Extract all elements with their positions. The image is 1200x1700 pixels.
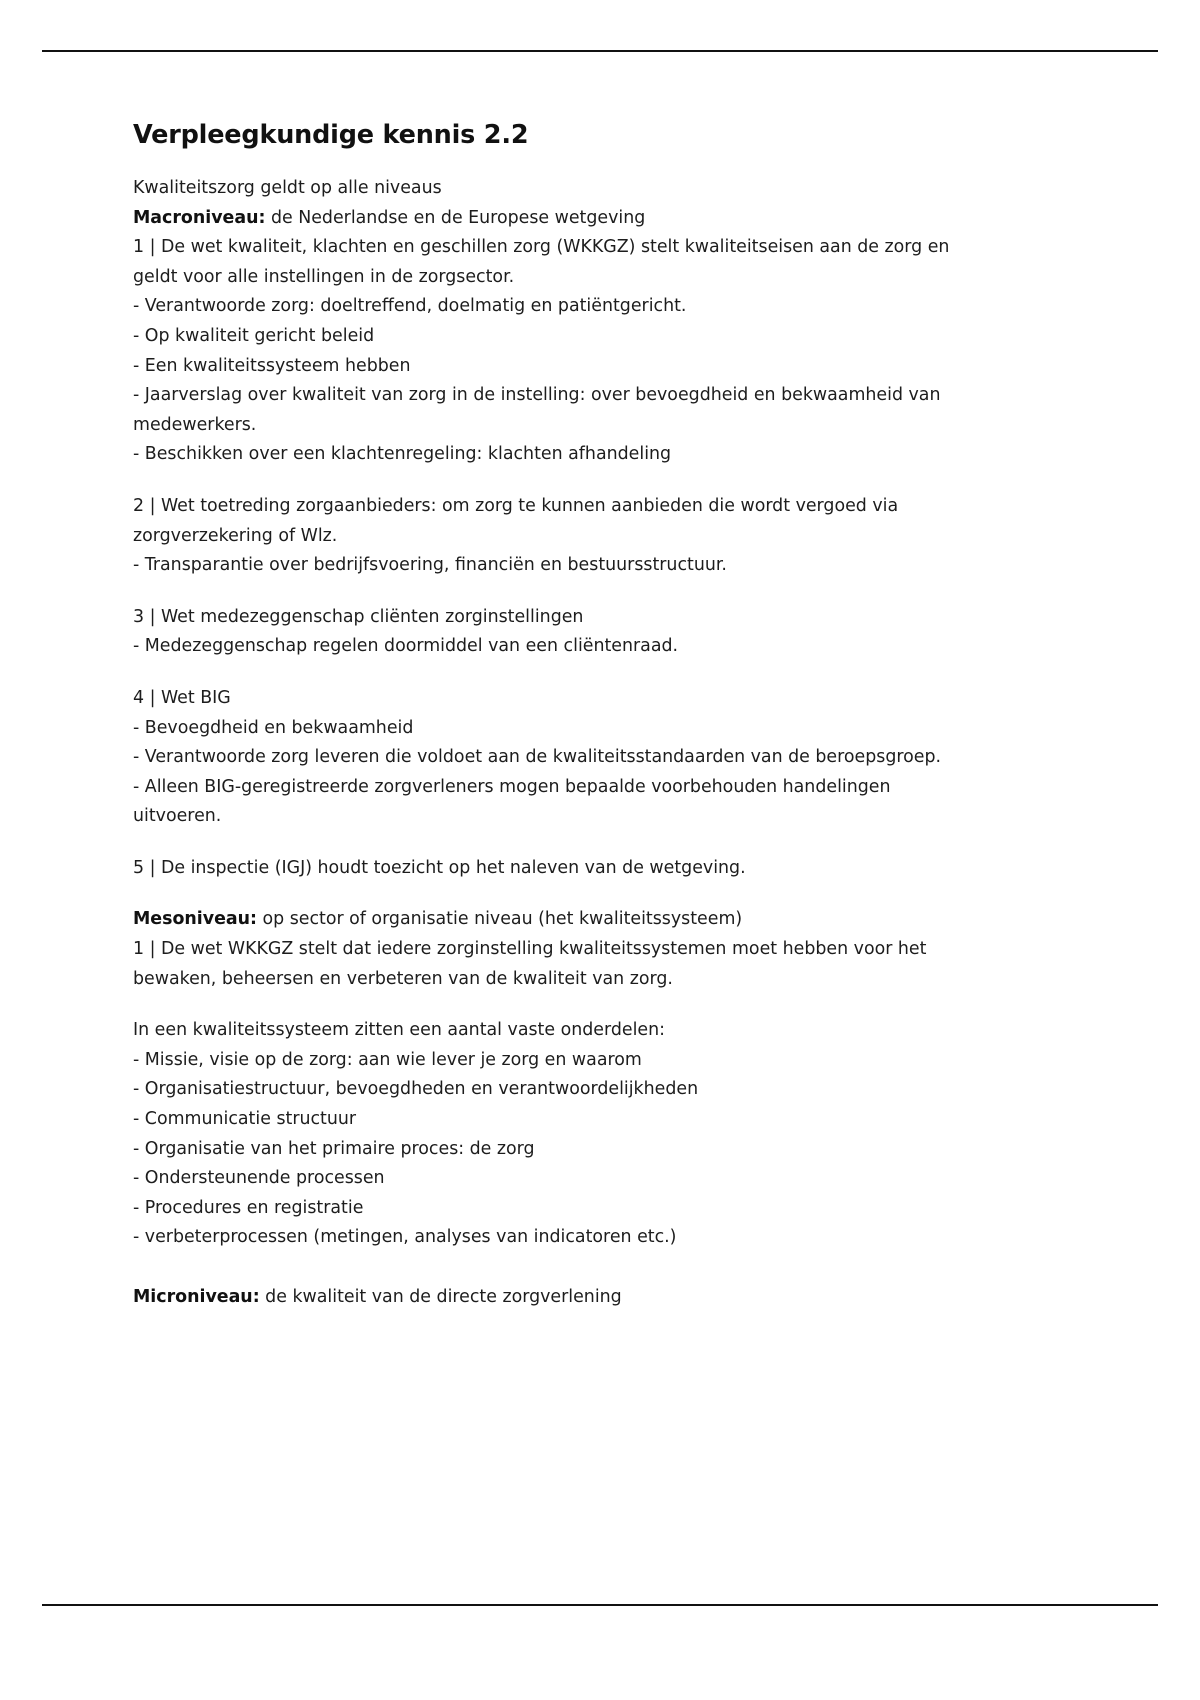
- text-line: 4 | Wet BIG: [133, 687, 231, 708]
- text-line: 5 | De inspectie (IGJ) houdt toezicht op het naleven van de wetgeving.: [133, 857, 746, 878]
- text-line: - Beschikken over een klachtenregeling: klachten afhandeling: [133, 444, 672, 465]
- spacer: [133, 470, 973, 492]
- mesoniveau-label: Mesoniveau:: [133, 909, 257, 930]
- spacer: [133, 883, 973, 905]
- microniveau-label: Microniveau:: [133, 1287, 260, 1307]
- paragraph-microniveau: [133, 1283, 973, 1313]
- text-line: - Verantwoorde zorg leveren die voldoet aan de kwaliteitsstandaarden van de beroepsgroep.: [133, 747, 942, 768]
- text-line: - Bevoegdheid en bekwaamheid: [133, 717, 414, 738]
- text-line: - Organisatiestructuur, bevoegdheden en verantwoordelijkheden: [133, 1079, 699, 1100]
- spacer: [133, 994, 973, 1016]
- text-line: - Alleen BIG-geregistreerde zorgverleners mogen bepaalde voorbehouden handelingen uitvoeren.: [133, 776, 891, 827]
- paragraph-kwaliteitssysteem-onderdelen: [133, 1016, 973, 1253]
- spacer: [133, 581, 973, 603]
- mesoniveau-text: op sector of organisatie niveau (het kwaliteitssysteem): [256, 909, 743, 930]
- text-line: - Op kwaliteit gericht beleid: [133, 325, 375, 346]
- text-line: - Jaarverslag over kwaliteit van zorg in de instelling: over bevoegdheid en bekwaamheid van medewerkers.: [133, 385, 941, 435]
- text-line: - Medezeggenschap regelen doormiddel van een cliëntenraad.: [133, 636, 679, 657]
- macroniveau-text: de Nederlandse en de Europese wetgeving: [265, 207, 646, 228]
- paragraph-punt-4: [133, 684, 973, 832]
- spacer: [133, 662, 973, 684]
- spacer: [133, 1253, 973, 1283]
- text-line: 1 | De wet WKKGZ stelt dat iedere zorginstelling kwaliteitssystemen moet hebben voor het bewaken, beheersen en verbeteren van de kwaliteit van zorg.: [133, 939, 927, 989]
- text-line: - verbeterprocessen (metingen, analyses van indicatoren etc.): [133, 1227, 677, 1248]
- text-line: - Transparantie over bedrijfsvoering, financiën en bestuursstructuur.: [133, 555, 727, 576]
- paragraph-macroniveau: [133, 204, 973, 470]
- text-line: - Procedures en registratie: [133, 1197, 364, 1218]
- paragraph-mesoniveau: [133, 905, 973, 994]
- paragraph-punt-2: [133, 492, 973, 581]
- macroniveau-label: Macroniveau:: [133, 207, 266, 228]
- paragraph-punt-5: [133, 854, 973, 884]
- page-top-rule: [42, 50, 1158, 52]
- text-line: - Een kwaliteitssysteem hebben: [133, 355, 411, 376]
- text-line: 2 | Wet toetreding zorgaanbieders: om zorg te kunnen aanbieden die wordt vergoed via zorgverzekering of Wlz.: [133, 495, 899, 546]
- paragraph-punt-3: [133, 603, 973, 662]
- spacer: [133, 832, 973, 854]
- text-line: - Ondersteunende processen: [133, 1168, 385, 1189]
- text-line-heading: [133, 1283, 973, 1313]
- microniveau-text: de kwaliteit van de directe zorgverlening: [259, 1287, 622, 1307]
- text-line: Kwaliteitszorg geldt op alle niveaus: [133, 178, 442, 198]
- text-line: - Verantwoorde zorg: doeltreffend, doelmatig en patiëntgericht.: [133, 296, 687, 317]
- text-line-heading: [133, 905, 973, 935]
- text-line: - Communicatie structuur: [133, 1109, 357, 1130]
- text-line-heading: [133, 204, 973, 234]
- page-bottom-rule: [42, 1604, 1158, 1606]
- document-content: [133, 120, 973, 1313]
- text-line: - Missie, visie op de zorg: aan wie lever je zorg en waarom: [133, 1049, 642, 1070]
- paragraph-intro: [133, 174, 973, 204]
- text-line: - Organisatie van het primaire proces: de zorg: [133, 1138, 535, 1159]
- text-line: 3 | Wet medezeggenschap cliënten zorginstellingen: [133, 606, 584, 627]
- page-title: Verpleegkundige kennis 2.2: [133, 120, 529, 150]
- text-line: 1 | De wet kwaliteit, klachten en geschillen zorg (WKKGZ) stelt kwaliteitseisen aan de zorg en geldt voor alle instellingen in de zorgsector.: [133, 237, 950, 287]
- text-line: In een kwaliteitssysteem zitten een aantal vaste onderdelen:: [133, 1020, 665, 1041]
